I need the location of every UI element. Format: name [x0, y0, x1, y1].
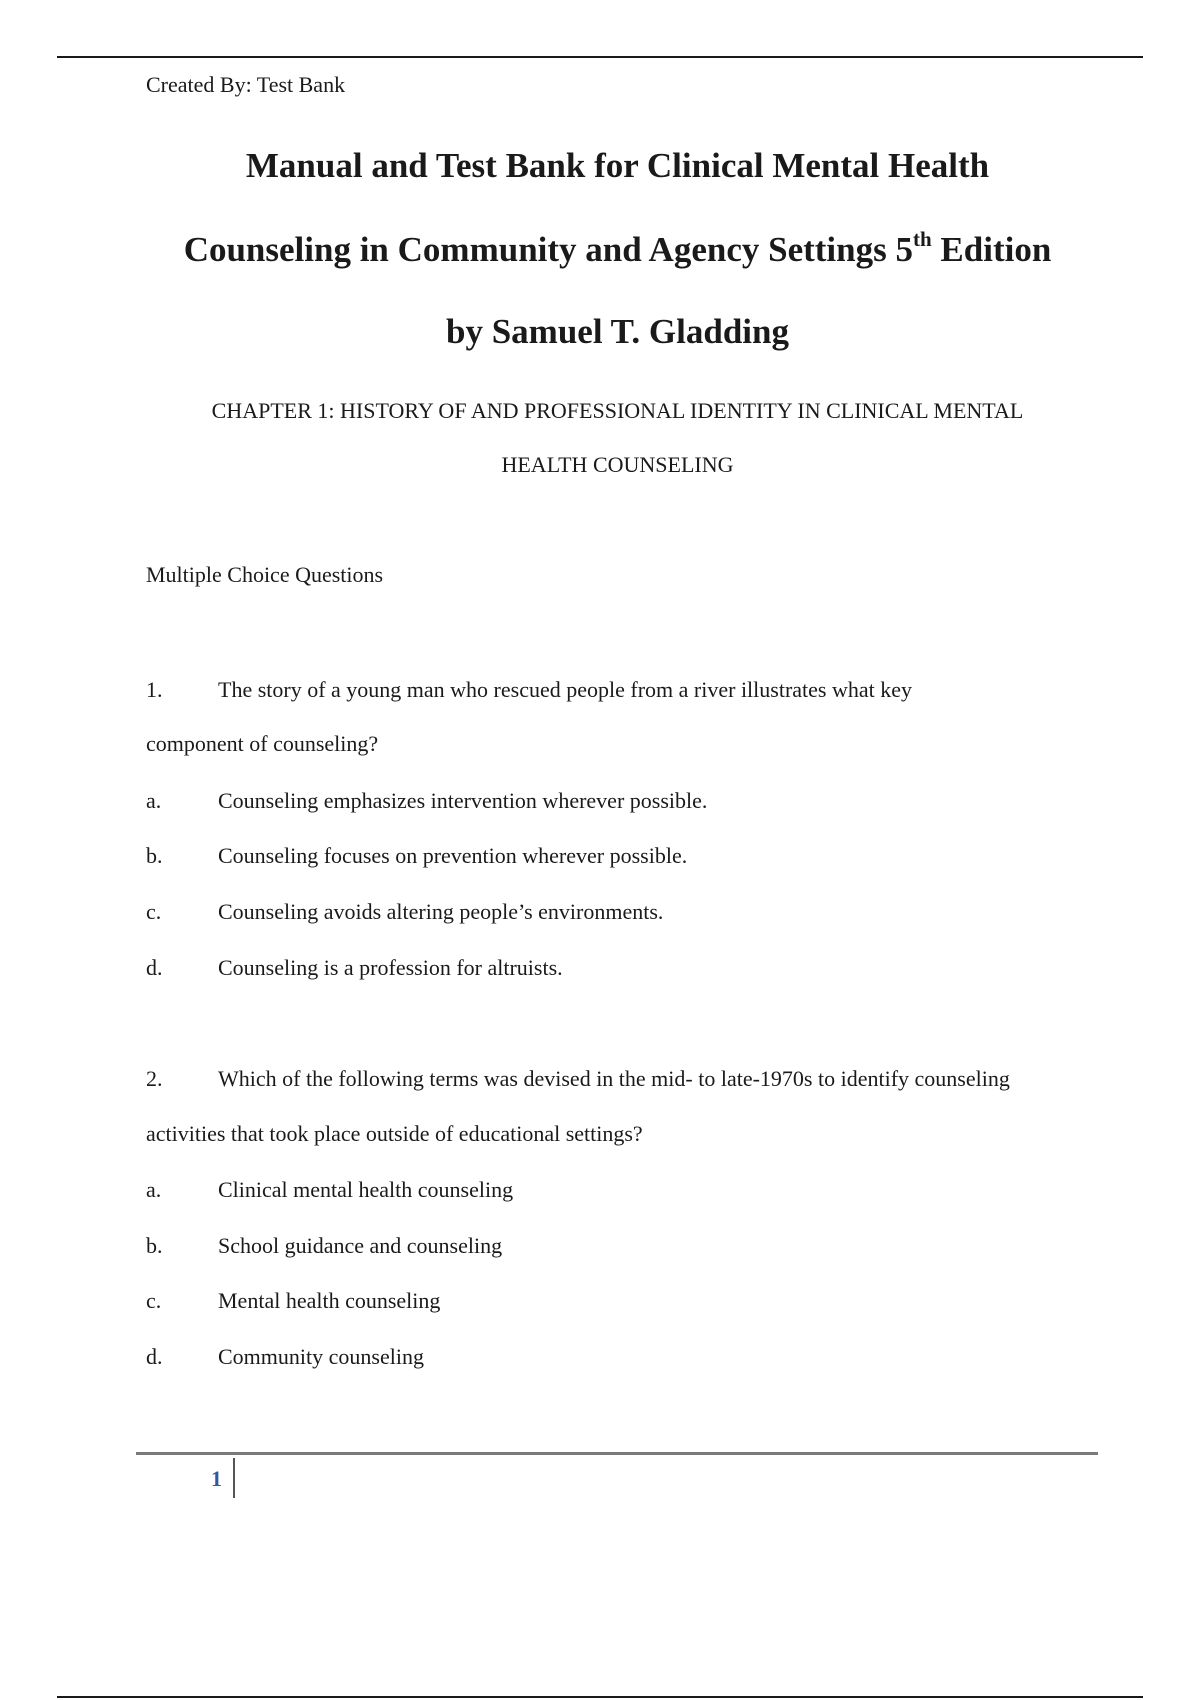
title-line-2	[0, 227, 1200, 270]
question-text-line-2: activities that took place outside of educational settings?	[146, 1121, 643, 1146]
title-line-3: by Samuel T. Gladding	[446, 312, 789, 351]
title-line-2-main: Counseling in Community and Agency Settings 5	[183, 230, 913, 269]
chapter-heading-line-1: CHAPTER 1: HISTORY OF AND PROFESSIONAL IDENTITY IN CLINICAL MENTAL	[211, 398, 1024, 423]
bottom-rule	[57, 1696, 1143, 1698]
section-title: Multiple Choice Questions	[146, 562, 384, 587]
question-text-line-2: component of counseling?	[146, 731, 379, 756]
title-line-2-end: Edition	[931, 230, 1052, 269]
question-text-line-1: Which of the following terms was devised in the mid- to late-1970s to identify counseling	[218, 1066, 1010, 1091]
top-rule	[57, 56, 1143, 58]
edition-superscript: th	[912, 227, 932, 252]
option-text: Clinical mental health counseling	[218, 1177, 514, 1202]
question-text-line-1: The story of a young man who rescued people from a river illustrates what key	[218, 677, 913, 702]
chapter-heading-line-2: HEALTH COUNSELING	[501, 452, 734, 477]
option-text: School guidance and counseling	[218, 1233, 503, 1258]
page-number: 1	[211, 1466, 222, 1491]
page-number-divider	[233, 1458, 235, 1498]
option-text: Mental health counseling	[218, 1288, 441, 1313]
option-text: Community counseling	[218, 1344, 424, 1369]
option-text: Counseling avoids altering people’s environments.	[218, 899, 664, 924]
option-text: Counseling focuses on prevention wherever possible.	[218, 843, 688, 868]
created-by-label: Created By: Test Bank	[146, 72, 346, 97]
question-number: 1.	[146, 677, 163, 702]
option-letter: b.	[146, 843, 163, 868]
option-letter: d.	[146, 955, 163, 980]
option-letter: d.	[146, 1344, 163, 1369]
option-text: Counseling emphasizes intervention wherever possible.	[218, 788, 708, 813]
option-letter: c.	[146, 899, 162, 924]
option-letter: b.	[146, 1233, 163, 1258]
question-number: 2.	[146, 1066, 163, 1091]
option-text: Counseling is a profession for altruists.	[218, 955, 563, 980]
option-letter: a.	[146, 788, 162, 813]
footer-rule	[136, 1452, 1098, 1455]
option-letter: a.	[146, 1177, 162, 1202]
title-line-1: Manual and Test Bank for Clinical Mental Health	[245, 146, 990, 185]
option-letter: c.	[146, 1288, 162, 1313]
